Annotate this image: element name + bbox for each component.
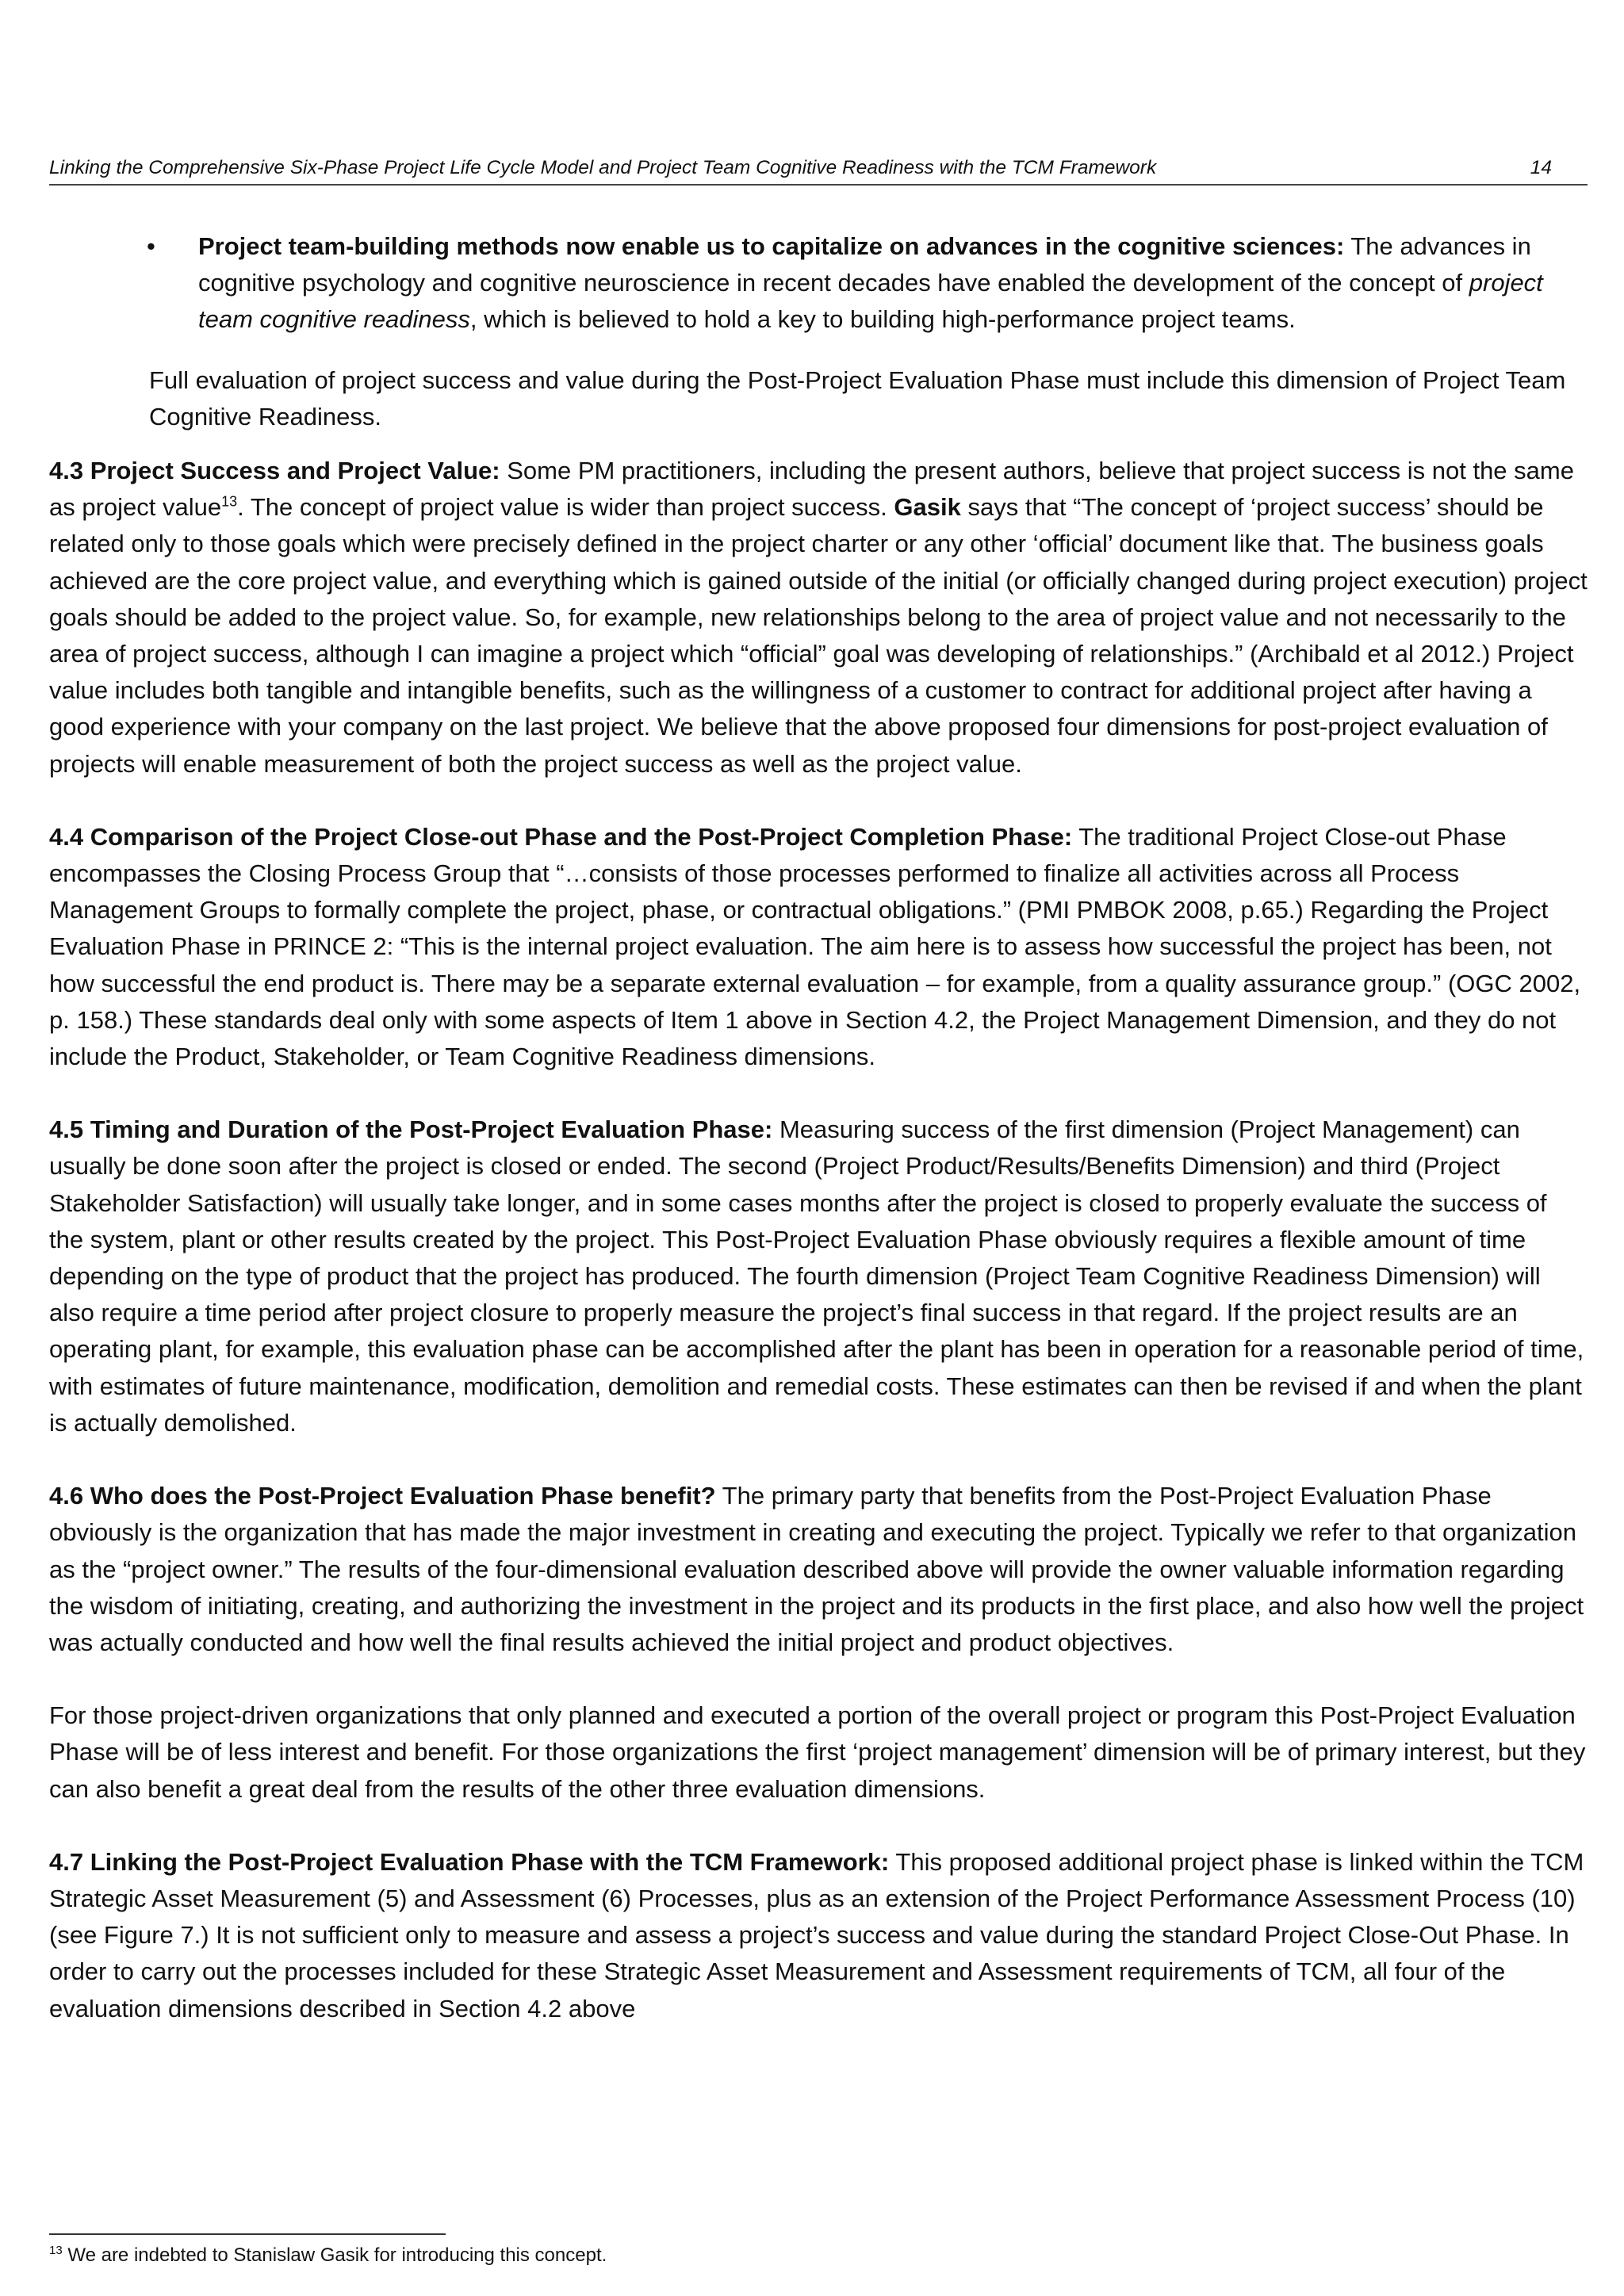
section-4-6	[49, 1478, 1588, 1661]
author-name-gasik: Gasik	[894, 493, 961, 522]
footnote-ref-13: 13	[221, 493, 238, 510]
footnote-13	[49, 2244, 607, 2267]
section-4-3-text-2: . The concept of project value is wider than project success.	[237, 493, 894, 522]
section-4-5	[49, 1112, 1588, 1441]
section-4-3-heading: 4.3 Project Success and Project Value:	[49, 457, 500, 485]
running-header	[49, 154, 1588, 186]
section-4-4-text: The traditional Project Close-out Phase encompasses the Closing Process Group that “…consists of those processes performed to finalize all activities across all Process Management Groups to formally complete the project, phase, or contractual obligations.” (PMI PMBOK 2008, p.65.) Regarding the Project Evaluation Phase in PRINCE 2: “This is the internal project evaluation. The aim here is to assess how successful the project has been, not how successful the end product is. There may be a separate external evaluation – for example, from a quality assurance group.” (OGC 2002, p. 158.) These standards deal only with some aspects of Item 1 above in Section 4.2, the Project Management Dimension, and they do not include the Product, Stakeholder, or Team Cognitive Readiness dimensions.	[49, 822, 1581, 1071]
section-4-4-heading: 4.4 Comparison of the Project Close-out Phase and the Post-Project Completion Phase:	[49, 822, 1073, 851]
section-4-6-text: The primary party that benefits from the Post-Project Evaluation Phase obviously is the organization that has made the major investment in creating and executing the project. Typically we refer to that organization as the “project owner.” The results of the four-dimensional evaluation described above will provide the owner valuable information regarding the wisdom of initiating, creating, and authorizing the investment in the project and its products in the first place, and also how well the project was actually conducted and how well the final results achieved the initial project and product objectives.	[49, 1482, 1584, 1656]
page-number: 14	[1530, 157, 1552, 178]
bullet-icon: •	[147, 232, 155, 260]
section-4-3	[49, 453, 1588, 783]
section-4-7-text: This proposed additional project phase is linked within the TCM Strategic Asset Measurement (5) and Assessment (6) Processes, plus as an extension of the Project Performance Assessment Process (10) (see Figure 7.) It is not sufficient only to measure and assess a project’s success and value during the standard Project Close-Out Phase. In order to carry out the processes included for these Strategic Asset Measurement and Assessment requirements of TCM, all four of the evaluation dimensions described in Section 4.2 above	[49, 1847, 1584, 2022]
bullet-item-cognitive-sciences	[49, 228, 1588, 339]
section-4-5-text: Measuring success of the first dimension (Project Management) can usually be done soon after the project is closed or ended. The second (Project Product/Results/Benefits Dimension) and third (Project Stakeholder Satisfaction) will usually take longer, and in some cases months after the project is closed to properly evaluate the success of the system, plant or other results created by the project. This Post-Project Evaluation Phase obviously requires a flexible amount of time depending on the type of product that the project has produced. The fourth dimension (Project Team Cognitive Readiness Dimension) will also require a time period after project closure to properly measure the project’s final success in that regard. If the project results are an operating plant, for example, this evaluation phase can be accomplished after the plant has been in operation for a reasonable period of time, with estimates of future maintenance, modification, demolition and remedial costs. These estimates can then be revised if and when the plant is actually demolished.	[49, 1115, 1584, 1437]
bullet-text-2: , which is believed to hold a key to building high-performance project teams.	[469, 305, 1296, 334]
bullet-lead: Project team-building methods now enable us to capitalize on advances in the cognitive sciences:	[198, 232, 1345, 260]
running-title: Linking the Comprehensive Six-Phase Project Life Cycle Model and Project Team Cognitive Readiness with the TCM Framework	[49, 157, 1157, 178]
section-4-7-heading: 4.7 Linking the Post-Project Evaluation Phase with the TCM Framework:	[49, 1847, 890, 1876]
footnote-divider	[49, 2233, 446, 2235]
full-evaluation-paragraph: Full evaluation of project success and value during the Post-Project Evaluation Phase must include this dimension of Project Team Cognitive Readiness.	[149, 365, 1566, 430]
section-4-6-followup: For those project-driven organizations that only planned and executed a portion of the overall project or program this Post-Project Evaluation Phase will be of less interest and benefit. For those organizations the first ‘project management’ dimension will be of primary interest, but they can also benefit a great deal from the results of the other three evaluation dimensions.	[49, 1701, 1586, 1803]
section-4-3-text-3: says that “The concept of ‘project success’ should be related only to those goals which were precisely defined in the project charter or any other ‘official’ document like that. The business goals achieved are the core project value, and everything which is gained outside of the initial (or officially changed during project execution) project goals should be added to the project value. So, for example, new relationships belong to the area of project value and not necessarily to the area of project success, although I can imagine a project which “official” goal was developing of relationships.” (Archibald et al 2012.) Project value includes both tangible and intangible benefits, such as the willingness of a customer to contract for additional project after having a good experience with your company on the last project. We believe that the above proposed four dimensions for post-project evaluation of projects will enable measurement of both the project success as well as the project value.	[49, 493, 1588, 778]
body-text	[49, 228, 1588, 2027]
bullet-text-1: The advances in cognitive psychology and cognitive neuroscience in recent decades have enabled the development of the concept of	[198, 232, 1531, 297]
section-4-6-heading: 4.6 Who does the Post-Project Evaluation Phase benefit?	[49, 1482, 716, 1510]
section-4-4	[49, 819, 1588, 1075]
footnote-number: 13	[49, 2244, 63, 2257]
section-4-5-heading: 4.5 Timing and Duration of the Post-Project Evaluation Phase:	[49, 1115, 773, 1144]
footnote-text: We are indebted to Stanislaw Gasik for introducing this concept.	[62, 2244, 607, 2266]
bullet-italic-term: project team cognitive readiness	[198, 269, 1543, 334]
section-4-3-text-1: Some PM practitioners, including the present authors, believe that project success is not the same as project value	[49, 457, 1574, 522]
section-4-7	[49, 1844, 1588, 2027]
